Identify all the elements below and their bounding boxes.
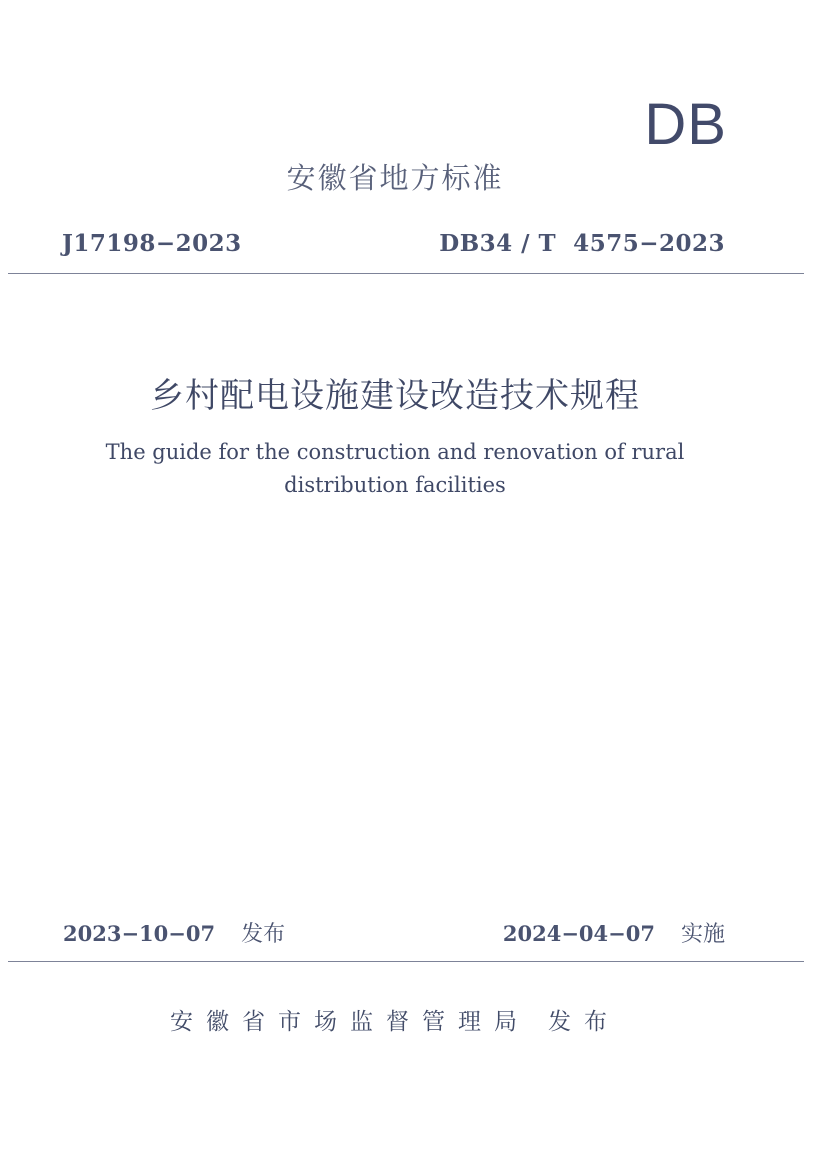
- title-english: [0, 436, 790, 502]
- implement-label: 实施: [680, 922, 725, 947]
- bottom-divider: [8, 961, 804, 962]
- publisher: [0, 1003, 790, 1036]
- standard-type: 安徽省地方标准: [286, 161, 504, 195]
- title-english-line1: The guide for the construction and renovation of rural: [105, 440, 685, 464]
- registration-code: J17198−2023: [62, 230, 242, 257]
- publisher-action: 发布: [548, 1009, 620, 1035]
- issue-date-block: [63, 917, 285, 948]
- issue-label: 发布: [241, 922, 286, 947]
- top-divider: [8, 273, 804, 274]
- implement-date: 2024−04−07: [502, 921, 655, 946]
- implement-date-block: [503, 917, 725, 948]
- publisher-name: 安徽省市场监督管理局: [170, 1009, 530, 1035]
- title-chinese: 乡村配电设施建设改造技术规程: [150, 376, 640, 416]
- issue-date: 2023−10−07: [63, 921, 216, 946]
- standard-number: DB34 / T 4575−2023: [439, 230, 725, 257]
- db-logo: DB: [644, 92, 727, 157]
- title-english-line2: distribution facilities: [284, 473, 506, 497]
